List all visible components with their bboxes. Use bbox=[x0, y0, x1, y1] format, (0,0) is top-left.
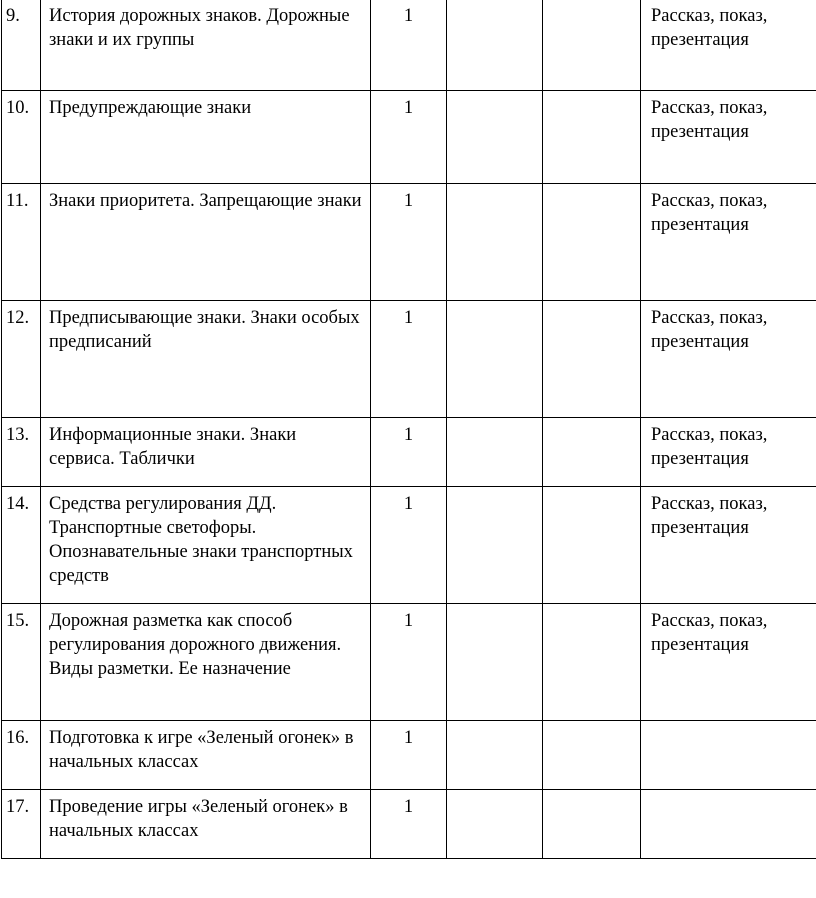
teaching-method: Рассказ, показ, презентация bbox=[641, 418, 816, 487]
empty-cell bbox=[447, 184, 543, 301]
empty-cell bbox=[447, 418, 543, 487]
empty-cell bbox=[543, 184, 641, 301]
empty-cell bbox=[447, 721, 543, 790]
hours-count: 1 bbox=[371, 487, 447, 604]
teaching-method: Рассказ, показ, презентация bbox=[641, 184, 816, 301]
hours-count: 1 bbox=[371, 91, 447, 184]
lesson-topic: Средства регулирования ДД. Транспортные светофоры. Опознавательные знаки транспортных средств bbox=[41, 487, 371, 604]
empty-cell bbox=[543, 790, 641, 859]
table-row bbox=[2, 0, 816, 91]
teaching-method: Рассказ, показ, презентация bbox=[641, 0, 816, 91]
empty-cell bbox=[543, 721, 641, 790]
table-row bbox=[2, 301, 816, 418]
teaching-method bbox=[641, 721, 816, 790]
table-row bbox=[2, 721, 816, 790]
hours-count: 1 bbox=[371, 721, 447, 790]
empty-cell bbox=[543, 0, 641, 91]
lesson-topic: Подготовка к игре «Зеленый огонек» в начальных классах bbox=[41, 721, 371, 790]
table-row bbox=[2, 184, 816, 301]
row-number: 13. bbox=[2, 418, 41, 487]
lesson-topic: Предписывающие знаки. Знаки особых предписаний bbox=[41, 301, 371, 418]
hours-count: 1 bbox=[371, 301, 447, 418]
row-number: 11. bbox=[2, 184, 41, 301]
empty-cell bbox=[543, 418, 641, 487]
teaching-method: Рассказ, показ, презентация bbox=[641, 487, 816, 604]
teaching-method: Рассказ, показ, презентация bbox=[641, 604, 816, 721]
empty-cell bbox=[447, 790, 543, 859]
hours-count: 1 bbox=[371, 790, 447, 859]
table-row bbox=[2, 91, 816, 184]
row-number: 14. bbox=[2, 487, 41, 604]
row-number: 15. bbox=[2, 604, 41, 721]
table-row bbox=[2, 418, 816, 487]
teaching-method bbox=[641, 790, 816, 859]
row-number: 9. bbox=[2, 0, 41, 91]
lesson-topic: История дорожных знаков. Дорожные знаки и их группы bbox=[41, 0, 371, 91]
row-number: 10. bbox=[2, 91, 41, 184]
lesson-topic: Предупреждающие знаки bbox=[41, 91, 371, 184]
hours-count: 1 bbox=[371, 0, 447, 91]
lesson-topic: Дорожная разметка как способ регулирования дорожного движения. Виды разметки. Ее назначение bbox=[41, 604, 371, 721]
empty-cell bbox=[447, 301, 543, 418]
empty-cell bbox=[543, 91, 641, 184]
empty-cell bbox=[543, 487, 641, 604]
hours-count: 1 bbox=[371, 418, 447, 487]
hours-count: 1 bbox=[371, 184, 447, 301]
lesson-topic: Информационные знаки. Знаки сервиса. Таблички bbox=[41, 418, 371, 487]
lesson-topic: Проведение игры «Зеленый огонек» в начальных классах bbox=[41, 790, 371, 859]
empty-cell bbox=[447, 604, 543, 721]
hours-count: 1 bbox=[371, 604, 447, 721]
table-row bbox=[2, 487, 816, 604]
empty-cell bbox=[447, 91, 543, 184]
lesson-plan-table bbox=[1, 0, 816, 859]
row-number: 12. bbox=[2, 301, 41, 418]
empty-cell bbox=[543, 604, 641, 721]
table-row bbox=[2, 790, 816, 859]
empty-cell bbox=[447, 0, 543, 91]
teaching-method: Рассказ, показ, презентация bbox=[641, 91, 816, 184]
empty-cell bbox=[447, 487, 543, 604]
table-row bbox=[2, 604, 816, 721]
row-number: 17. bbox=[2, 790, 41, 859]
row-number: 16. bbox=[2, 721, 41, 790]
teaching-method: Рассказ, показ, презентация bbox=[641, 301, 816, 418]
lesson-topic: Знаки приоритета. Запрещающие знаки bbox=[41, 184, 371, 301]
empty-cell bbox=[543, 301, 641, 418]
